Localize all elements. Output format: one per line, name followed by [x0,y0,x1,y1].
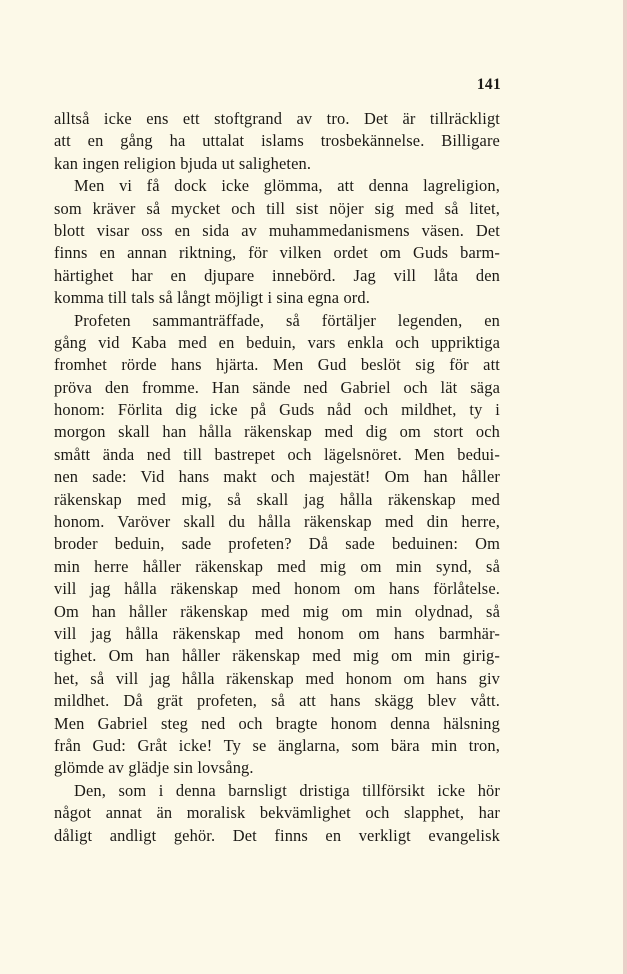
paragraph-2 [54,175,500,309]
text-line: morgon skall han hålla räkenskap med dig om stort och [54,422,500,442]
text-line: gång vid Kaba med en beduin, vars enkla och uppriktiga [54,332,500,352]
text-line: dåligt andligt gehör. Det finns en verkligt evangelisk [54,825,500,845]
text-line: Men Gabriel steg ned och bragte honom denna hälsning [54,713,500,733]
text-line: vill jag hålla räkenskap med honom om hans förlåtelse. [54,579,500,599]
paragraph-1 [54,108,500,175]
text-line: nen sade: Vid hans makt och majestät! Om han håller [54,467,500,487]
text-line: alltså icke ens ett stoftgrand av tro. Det är tillräckligt [54,109,500,128]
text-line: min herre håller räkenskap med mig om min synd, så [54,556,500,576]
text-line: Den, som i denna barnsligt dristiga tillförsikt icke hör [74,780,500,800]
paragraph-3 [54,310,500,780]
text-line: Om han håller räkenskap med mig om min olydnad, så [54,601,500,621]
text-line: som kräver så mycket och till sist nöjer sig med så litet, [54,198,500,218]
text-line: mildhet. Då grät profeten, så att hans skägg blev vått. [54,691,500,711]
text-line: glömde av glädje sin lovsång. [54,758,254,778]
text-line: honom: Förlita dig icke på Guds nåd och mildhet, ty i [54,400,500,420]
text-line: blott visar oss en sida av muhammedanismens väsen. Det [54,220,500,240]
paragraph-4 [54,780,500,847]
page-edge [623,0,627,974]
text-line: från Gud: Gråt icke! Ty se änglarna, som bära min tron, [54,735,500,755]
text-line: Men vi få dock icke glömma, att denna lagreligion, [74,176,500,196]
text-line: tighet. Om han håller räkenskap med mig om min girig- [54,646,500,666]
text-line: något annat än moralisk bekvämlighet och slapphet, har [54,803,500,823]
text-line: vill jag hålla räkenskap med honom om hans barmhär- [54,623,500,643]
text-line: Profeten sammanträffade, så förtäljer legenden, en [74,310,500,330]
text-line: att en gång ha uttalat islams trosbekännelse. Billigare [54,131,500,151]
text-line: räkenskap med mig, så skall jag hålla räkenskap med [54,489,500,509]
text-line: pröva den fromme. Han sände ned Gabriel och lät säga [54,377,500,397]
text-line: het, så vill jag hålla räkenskap med honom om hans giv [54,668,500,688]
text-line: komma till tals så långt möjligt i sina egna ord. [54,288,370,308]
text-line: smått ända ned till bastrepet och lägelsnöret. Men bedui- [54,444,500,464]
text-line: finns en annan riktning, för vilken ordet om Guds barm- [54,243,500,263]
body-text [54,108,500,847]
text-line: härtighet har en djupare innebörd. Jag vill låta den [54,265,500,285]
text-line: fromhet rörde hans hjärta. Men Gud beslöt sig för att [54,355,500,375]
text-line: kan ingen religion bjuda ut saligheten. [54,153,312,173]
text-line: honom. Varöver skall du hålla räkenskap med din herre, [54,512,500,532]
page-number: 141 [476,76,501,93]
text-line: broder beduin, sade profeten? Då sade beduinen: Om [54,534,500,554]
